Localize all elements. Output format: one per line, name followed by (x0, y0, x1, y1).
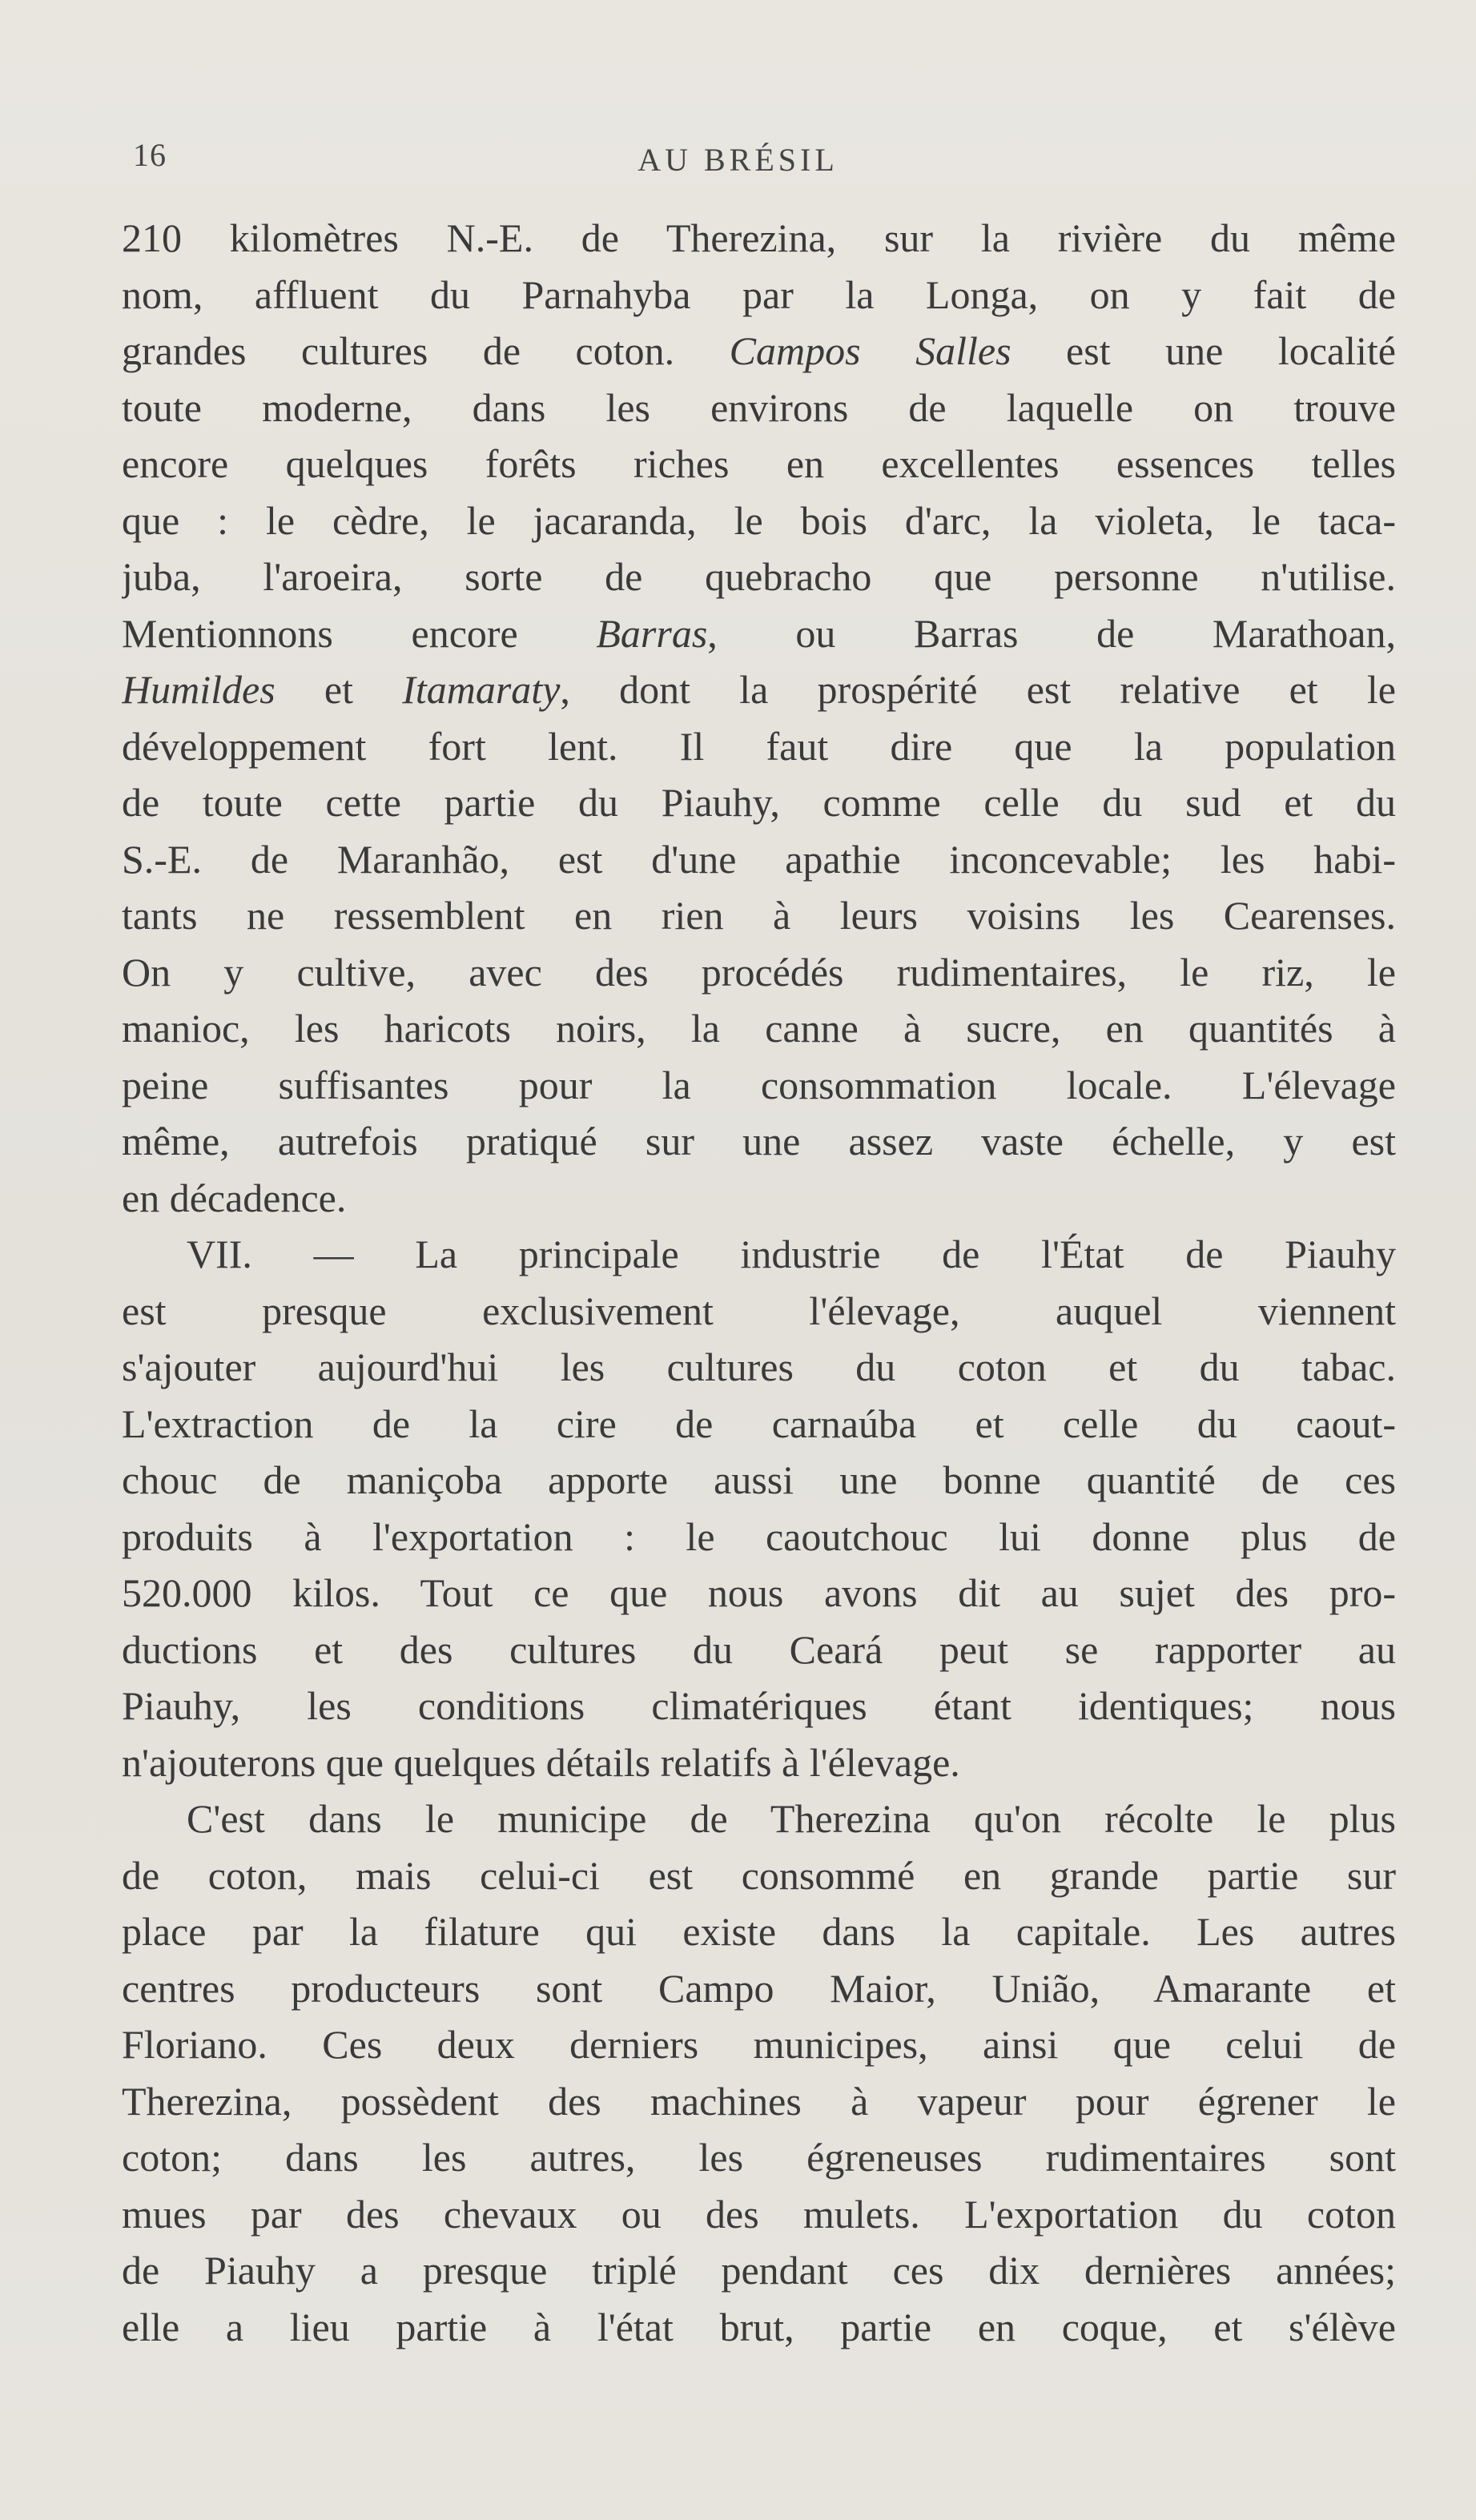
italic-place-name: Campos Salles (729, 328, 1011, 373)
text-line: chouc de maniçoba apporte aussi une bonne quantité de ces (122, 1457, 1396, 1502)
text-line: même, autrefois pratiqué sur une assez vaste échelle, y est (122, 1119, 1396, 1164)
text-line: C'est dans le municipe de Therezina qu'on récolte le plus (187, 1796, 1396, 1841)
text-line: juba, l'aroeira, sorte de quebracho que personne n'utilise. (122, 554, 1396, 599)
text-line: 520.000 kilos. Tout ce que nous avons dit au sujet des pro- (122, 1570, 1396, 1615)
text-line: de Piauhy a presque triplé pendant ces dix dernières années; (122, 2248, 1396, 2293)
page-number: 16 (133, 137, 167, 173)
body-text (122, 210, 1396, 2355)
text-line: centres producteurs sont Campo Maior, União, Amarante et (122, 1965, 1396, 2011)
italic-place-name: Itamaraty (402, 667, 561, 712)
text-line: Humildes et Itamaraty, dont la prospérité est relative et le (122, 667, 1396, 712)
text-line: Mentionnons encore Barras, ou Barras de Marathoan, (122, 610, 1396, 656)
text-line: de toute cette partie du Piauhy, comme celle du sud et du (122, 780, 1396, 825)
text-line: S.-E. de Maranhão, est d'une apathie inconcevable; les habi- (122, 836, 1396, 882)
text-line: encore quelques forêts riches en excellentes essences telles (122, 441, 1396, 486)
text-line: On y cultive, avec des procédés rudimentaires, le riz, le (122, 949, 1396, 995)
text-line: grandes cultures de coton. Campos Salles est une localité (122, 328, 1396, 373)
text-line: Piauhy, les conditions climatériques étant identiques; nous (122, 1683, 1396, 1728)
text-line: elle a lieu partie à l'état brut, partie en coque, et s'élève (122, 2304, 1396, 2349)
text-line: Floriano. Ces deux derniers municipes, ainsi que celui de (122, 2022, 1396, 2067)
text-line: que : le cèdre, le jacaranda, le bois d'arc, la violeta, le taca- (122, 497, 1396, 543)
text-line: Therezina, possèdent des machines à vapeur pour égrener le (122, 2078, 1396, 2124)
text-line: toute moderne, dans les environs de laquelle on trouve (122, 384, 1396, 430)
italic-place-name: Barras (596, 610, 708, 656)
text-line: produits à l'exportation : le caoutchouc lui donne plus de (122, 1513, 1396, 1559)
text-line: L'extraction de la cire de carnaúba et celle du caout- (122, 1401, 1396, 1446)
italic-place-name: Humildes (122, 667, 275, 712)
paragraph (122, 210, 1396, 1226)
text-line: ductions et des cultures du Ceará peut se rapporter au (122, 1626, 1396, 1672)
text-line: VII. — La principale industrie de l'État de Piauhy (187, 1232, 1396, 1276)
text-line: coton; dans les autres, les égreneuses rudimentaires sont (122, 2135, 1396, 2180)
paragraph (122, 1791, 1396, 2355)
text-line: peine suffisantes pour la consommation locale. L'élevage (122, 1062, 1396, 1107)
text-line: mues par des chevaux ou des mulets. L'exportation du coton (122, 2191, 1396, 2237)
text-line: s'ajouter aujourd'hui les cultures du coton et du tabac. (122, 1344, 1396, 1389)
text-line: est presque exclusivement l'élevage, auquel viennent (122, 1288, 1396, 1333)
paragraph (122, 1226, 1396, 1791)
text-line: de coton, mais celui-ci est consommé en grande partie sur (122, 1852, 1396, 1898)
text-line: manioc, les haricots noirs, la canne à sucre, en quantités à (122, 1006, 1396, 1051)
text-line: place par la filature qui existe dans la capitale. Les autres (122, 1909, 1396, 1954)
text-line: en décadence. (122, 1175, 347, 1220)
text-line: n'ajouterons que quelques détails relatifs à l'élevage. (122, 1739, 960, 1785)
running-head: AU BRÉSIL (637, 142, 839, 178)
text-line: développement fort lent. Il faut dire que la population (122, 723, 1396, 769)
text-line: tants ne ressemblent en rien à leurs voisins les Cearenses. (122, 893, 1396, 938)
text-line: nom, affluent du Parnahyba par la Longa, on y fait de (122, 271, 1396, 317)
text-line: 210 kilomètres N.-E. de Therezina, sur la rivière du même (122, 215, 1396, 260)
